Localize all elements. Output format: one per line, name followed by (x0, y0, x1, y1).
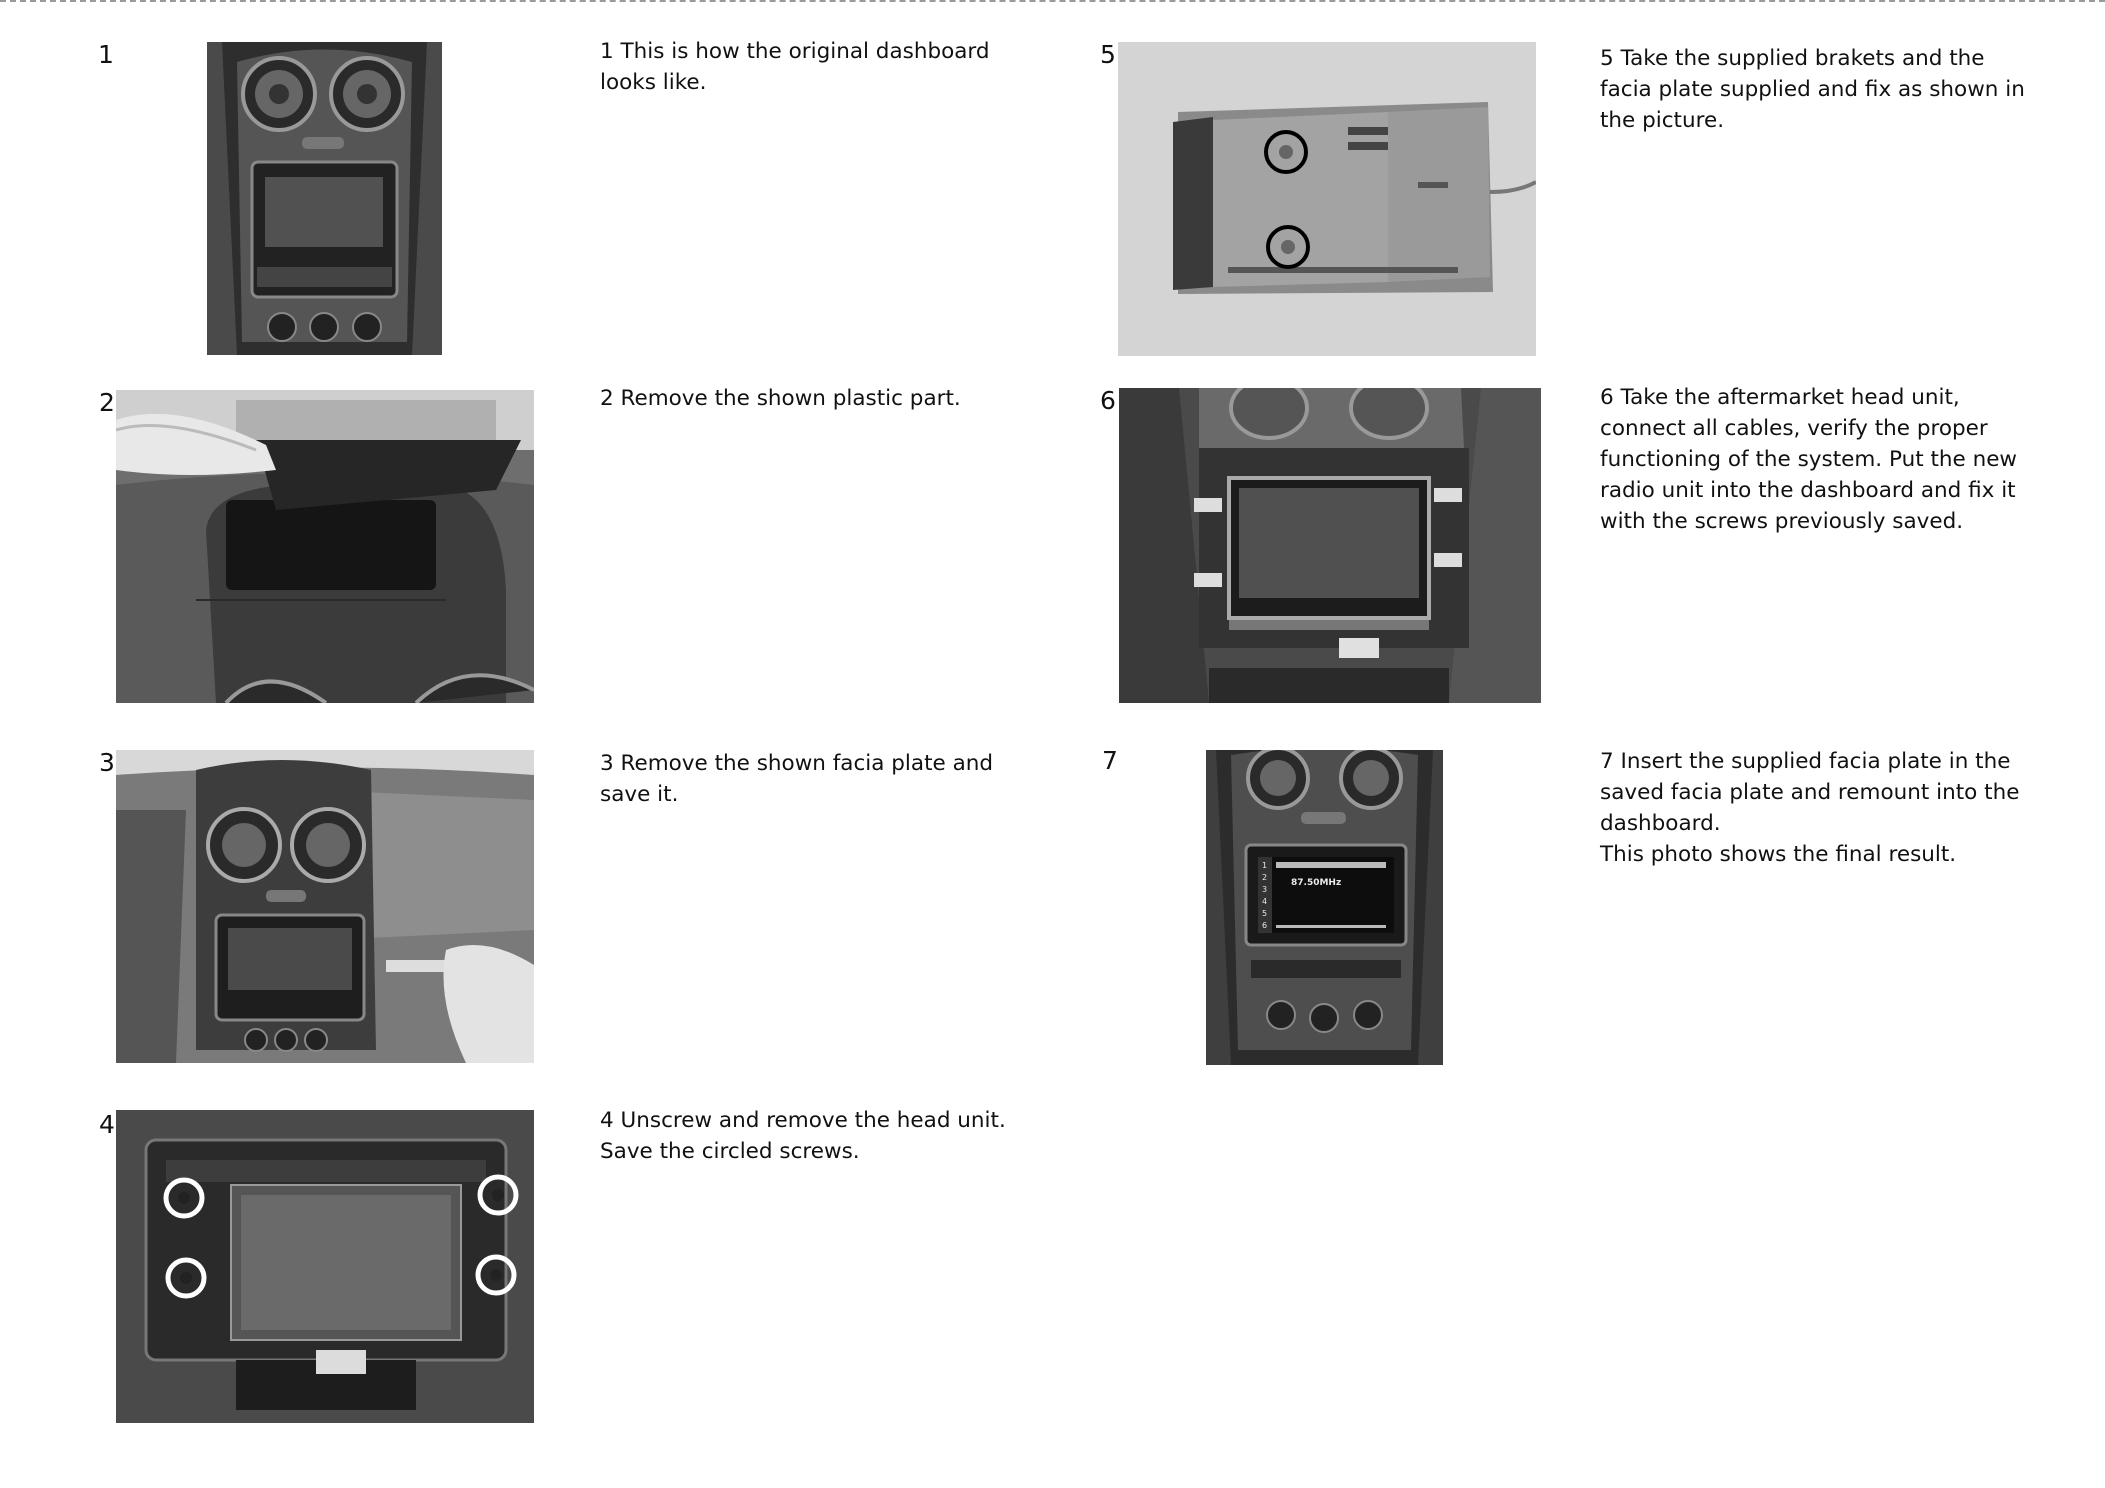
step-7-number: 7 (1102, 746, 1118, 775)
step-7-text: 7 Insert the supplied facia plate in the saved facia plate and remount into the dashboard. This photo shows the final result. (1600, 749, 2020, 867)
preset-3: 3 (1262, 885, 1268, 894)
step-3-number: 3 (99, 748, 115, 777)
preset-2: 2 (1262, 873, 1268, 882)
step-5-photo-brackets-and-facia-plate (1118, 42, 1536, 356)
step-5-text: 5 Take the supplied brakets and the facia plate supplied and fix as shown in the picture. (1600, 46, 2025, 133)
step-2-photo-remove-plastic-part (116, 390, 534, 703)
step-6-text: 6 Take the aftermarket head unit, connect all cables, verify the proper functioning of the system. Put the new radio unit into the dashboard and fix it with the screws previously saved. (1600, 385, 2018, 534)
step-6-number: 6 (1100, 386, 1116, 415)
step-4-number: 4 (99, 1110, 115, 1139)
step-4-text: 4 Unscrew and remove the head unit. Save the circled screws. (600, 1108, 1006, 1164)
step-7-photo-final-result (1206, 750, 1443, 1065)
preset-1: 1 (1262, 861, 1268, 870)
step-1-number: 1 (98, 40, 114, 69)
step-6-photo-aftermarket-head-unit (1119, 388, 1541, 703)
radio-frequency: 87.50MHz (1291, 878, 1342, 888)
step-2-number: 2 (99, 388, 115, 417)
step-4-photo-unscrew-head-unit (116, 1110, 534, 1423)
step-3-text: 3 Remove the shown facia plate and save it. (600, 751, 994, 807)
step-1-text: 1 This is how the original dashboard looks like. (600, 39, 990, 95)
preset-6: 6 (1262, 921, 1268, 930)
step-2-text: 2 Remove the shown plastic part. (600, 386, 961, 411)
final-result-dashboard (1206, 750, 1443, 1065)
step-3-photo-remove-facia-plate (116, 750, 534, 1063)
step-1-photo-original-dashboard (207, 42, 442, 355)
cut-line (0, 0, 2105, 2)
step-5-number: 5 (1100, 40, 1116, 69)
preset-5: 5 (1262, 909, 1268, 918)
preset-4: 4 (1262, 897, 1268, 906)
